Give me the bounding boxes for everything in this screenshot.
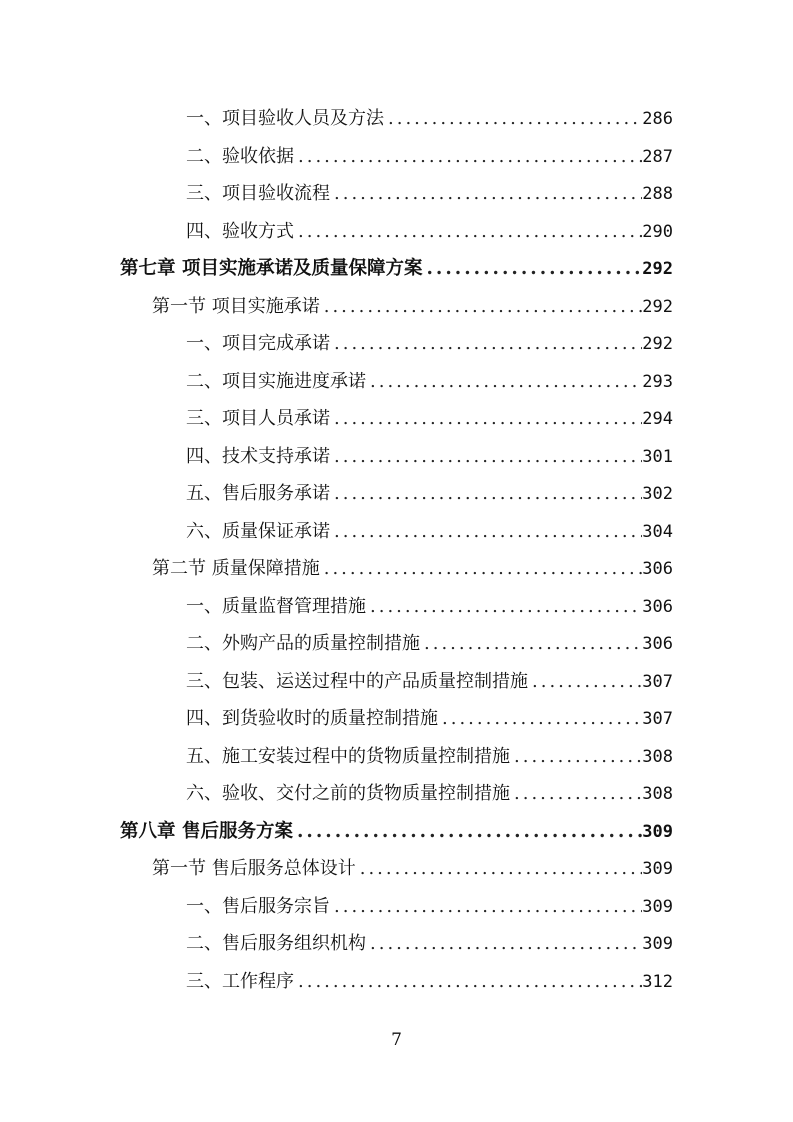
- toc-entry-page: 292: [642, 296, 673, 317]
- toc-entry-page: 286: [642, 109, 673, 129]
- toc-entry-page: 301: [642, 446, 673, 467]
- table-of-contents: [0, 100, 793, 1000]
- toc-entry[interactable]: [0, 325, 793, 363]
- toc-entry-page: 292: [642, 259, 673, 279]
- toc-entry-title: 二、验收依据: [186, 145, 294, 167]
- toc-leader-dots: [330, 888, 642, 926]
- toc-entry[interactable]: [0, 438, 793, 476]
- toc-entry-title: 一、项目完成承诺: [186, 333, 330, 354]
- toc-entry-title: 四、技术支持承诺: [186, 445, 330, 467]
- toc-leader-dots: [330, 513, 642, 551]
- toc-entry-title: 二、售后服务组织机构: [186, 933, 366, 954]
- toc-leader-dots: [320, 288, 643, 326]
- toc-entry-page: 307: [642, 671, 673, 692]
- toc-entry[interactable]: [0, 513, 793, 551]
- toc-entry-page: 294: [642, 409, 673, 429]
- toc-entry-title: 二、项目实施进度承诺: [186, 370, 366, 392]
- toc-entry-page: 290: [642, 221, 673, 242]
- toc-entry[interactable]: [0, 963, 793, 1001]
- toc-leader-dots: [366, 925, 642, 963]
- toc-entry-title: 第八章 售后服务方案: [120, 820, 293, 842]
- toc-leader-dots: [422, 250, 642, 288]
- toc-entry-page: 312: [642, 971, 673, 992]
- toc-entry-title: 四、到货验收时的质量控制措施: [186, 708, 438, 729]
- toc-section-entry[interactable]: [0, 850, 793, 888]
- toc-entry-page: 308: [642, 784, 673, 804]
- toc-leader-dots: [294, 213, 642, 251]
- toc-entry-page: 287: [642, 146, 673, 167]
- toc-entry[interactable]: [0, 588, 793, 626]
- toc-entry-title: 一、售后服务宗旨: [186, 895, 330, 917]
- toc-entry[interactable]: [0, 925, 793, 963]
- toc-leader-dots: [366, 363, 642, 401]
- toc-entry-page: 292: [642, 334, 673, 354]
- toc-entry-title: 六、验收、交付之前的货物质量控制措施: [186, 783, 510, 804]
- toc-entry[interactable]: [0, 888, 793, 926]
- toc-section-entry[interactable]: [0, 550, 793, 588]
- toc-leader-dots: [330, 400, 642, 438]
- toc-entry-page: 304: [642, 521, 673, 542]
- toc-leader-dots: [438, 700, 642, 738]
- toc-leader-dots: [356, 850, 643, 888]
- toc-entry-title: 一、项目验收人员及方法: [186, 108, 384, 129]
- toc-entry-page: 308: [642, 746, 673, 767]
- toc-entry-title: 第一节 项目实施承诺: [152, 295, 320, 317]
- toc-leader-dots: [384, 100, 642, 138]
- toc-entry-title: 第一节 售后服务总体设计: [152, 858, 356, 879]
- toc-entry-page: 309: [642, 896, 673, 917]
- toc-leader-dots: [294, 963, 642, 1001]
- toc-entry[interactable]: [0, 100, 793, 138]
- toc-entry-title: 三、包装、运送过程中的产品质量控制措施: [186, 670, 528, 692]
- toc-entry-title: 一、质量监督管理措施: [186, 595, 366, 617]
- toc-entry-page: 306: [642, 559, 673, 579]
- toc-leader-dots: [293, 813, 642, 851]
- toc-entry-title: 三、工作程序: [186, 970, 294, 992]
- toc-entry-title: 第二节 质量保障措施: [152, 558, 320, 579]
- toc-chapter-entry[interactable]: [0, 813, 793, 851]
- toc-entry-title: 三、项目验收流程: [186, 183, 330, 204]
- toc-entry[interactable]: [0, 700, 793, 738]
- toc-entry[interactable]: [0, 625, 793, 663]
- toc-entry-page: 306: [642, 634, 673, 654]
- toc-leader-dots: [420, 625, 642, 663]
- toc-entry-title: 四、验收方式: [186, 220, 294, 242]
- toc-entry[interactable]: [0, 138, 793, 176]
- toc-entry-page: 306: [642, 596, 673, 617]
- toc-entry-page: 309: [642, 934, 673, 954]
- toc-entry[interactable]: [0, 475, 793, 513]
- toc-entry[interactable]: [0, 775, 793, 813]
- toc-chapter-entry[interactable]: [0, 250, 793, 288]
- page-number: 7: [391, 1030, 402, 1050]
- toc-entry[interactable]: [0, 738, 793, 776]
- toc-entry[interactable]: [0, 400, 793, 438]
- toc-entry-page: 309: [642, 859, 673, 879]
- toc-leader-dots: [330, 325, 642, 363]
- toc-entry-title: 三、项目人员承诺: [186, 408, 330, 429]
- toc-entry[interactable]: [0, 175, 793, 213]
- toc-section-entry[interactable]: [0, 288, 793, 326]
- toc-leader-dots: [320, 550, 643, 588]
- toc-entry[interactable]: [0, 663, 793, 701]
- toc-leader-dots: [510, 738, 642, 776]
- toc-leader-dots: [330, 175, 642, 213]
- toc-entry-title: 第七章 项目实施承诺及质量保障方案: [120, 258, 423, 279]
- toc-entry-title: 六、质量保证承诺: [186, 520, 330, 542]
- toc-leader-dots: [510, 775, 642, 813]
- toc-leader-dots: [330, 475, 642, 513]
- toc-entry-page: 309: [642, 821, 673, 842]
- toc-entry-page: 293: [642, 371, 673, 392]
- toc-leader-dots: [366, 588, 642, 626]
- toc-leader-dots: [294, 138, 642, 176]
- toc-entry-title: 五、施工安装过程中的货物质量控制措施: [186, 745, 510, 767]
- toc-entry[interactable]: [0, 363, 793, 401]
- toc-entry-title: 二、外购产品的质量控制措施: [186, 633, 420, 654]
- toc-leader-dots: [330, 438, 642, 476]
- toc-leader-dots: [528, 663, 642, 701]
- toc-entry[interactable]: [0, 213, 793, 251]
- toc-entry-page: 307: [642, 709, 673, 729]
- toc-entry-page: 302: [642, 484, 673, 504]
- toc-entry-title: 五、售后服务承诺: [186, 483, 330, 504]
- toc-entry-page: 288: [642, 184, 673, 204]
